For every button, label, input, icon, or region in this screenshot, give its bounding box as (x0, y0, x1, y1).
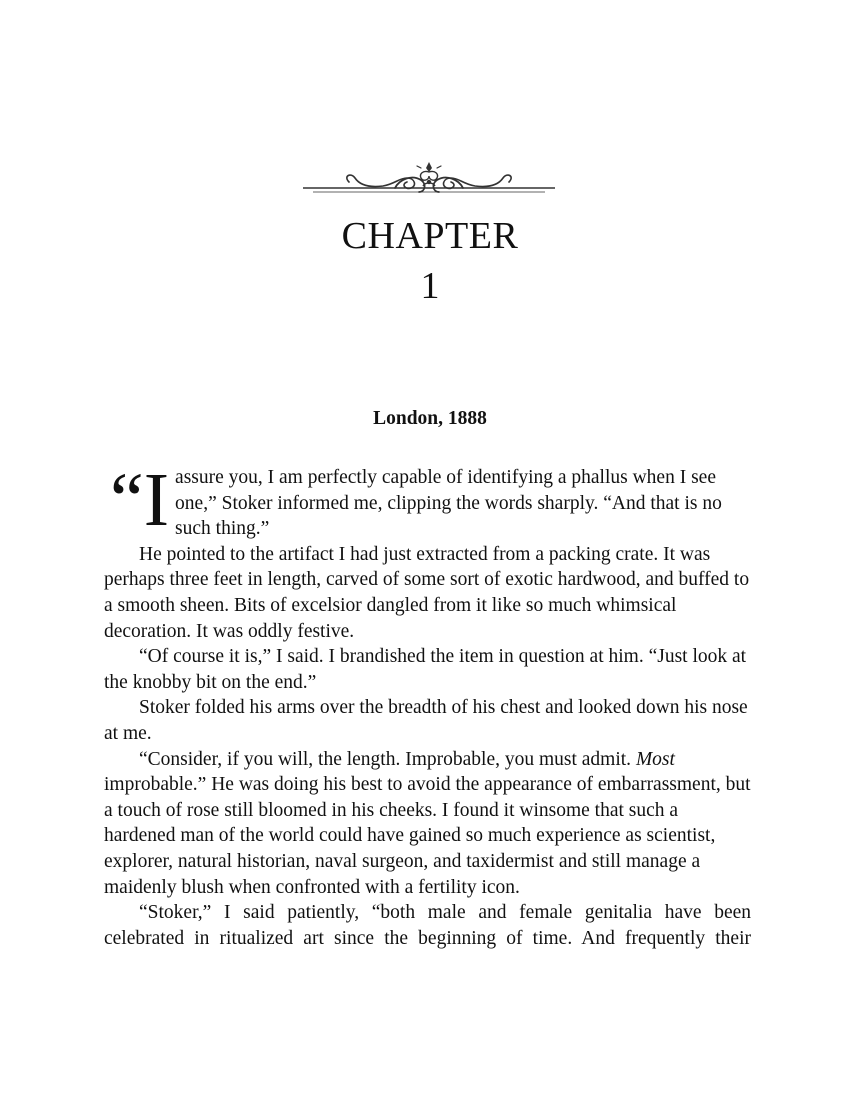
paragraph-5 (104, 747, 751, 901)
scroll-flourish-divider-icon (303, 160, 555, 204)
chapter-body (104, 458, 751, 951)
paragraph-5-part-1: “Consider, if you will, the length. Improbable, you must admit. (139, 748, 636, 770)
paragraph-3: “Of course it is,” I said. I brandished the item in question at him. “Just look at the knobby bit on the end.” (104, 646, 747, 693)
chapter-label: CHAPTER (341, 215, 519, 257)
chapter-number: 1 (420, 265, 440, 307)
drop-cap: “I (110, 458, 170, 542)
paragraph-2: He pointed to the artifact I had just extracted from a packing crate. It was perhaps three feet in length, carved of some sort of exotic hardwood, and buffed to a smooth sheen. Bits of excelsior dangled from it like so much whimsical decoration. It was oddly festive. (104, 543, 750, 642)
paragraph-1-text: assure you, I am perfectly capable of identifying a phallus when I see one,” Stoker informed me, clipping the words sharply. “And that is no such thing.” (175, 467, 722, 540)
paragraph-1 (104, 458, 751, 542)
paragraph-5-italic: Most (635, 748, 675, 770)
paragraph-4: Stoker folded his arms over the breadth of his chest and looked down his nose at me. (104, 697, 748, 744)
paragraph-5-part-2: improbable.” He was doing his best to avoid the appearance of embarrassment, but a touch of rose still bloomed in his cheeks. I found it winsome that such a hardened man of the world could have gained so much experience as scientist, explorer, natural historian, naval surgeon, and taxidermist and still manage a maidenly blush when confronted with a fertility icon. (104, 774, 751, 898)
paragraph-6: “Stoker,” I said patiently, “both male and female genitalia have been celebrated in ritualized art since the beginning of time. And frequently their (104, 902, 751, 949)
chapter-dateline: London, 1888 (373, 408, 487, 429)
